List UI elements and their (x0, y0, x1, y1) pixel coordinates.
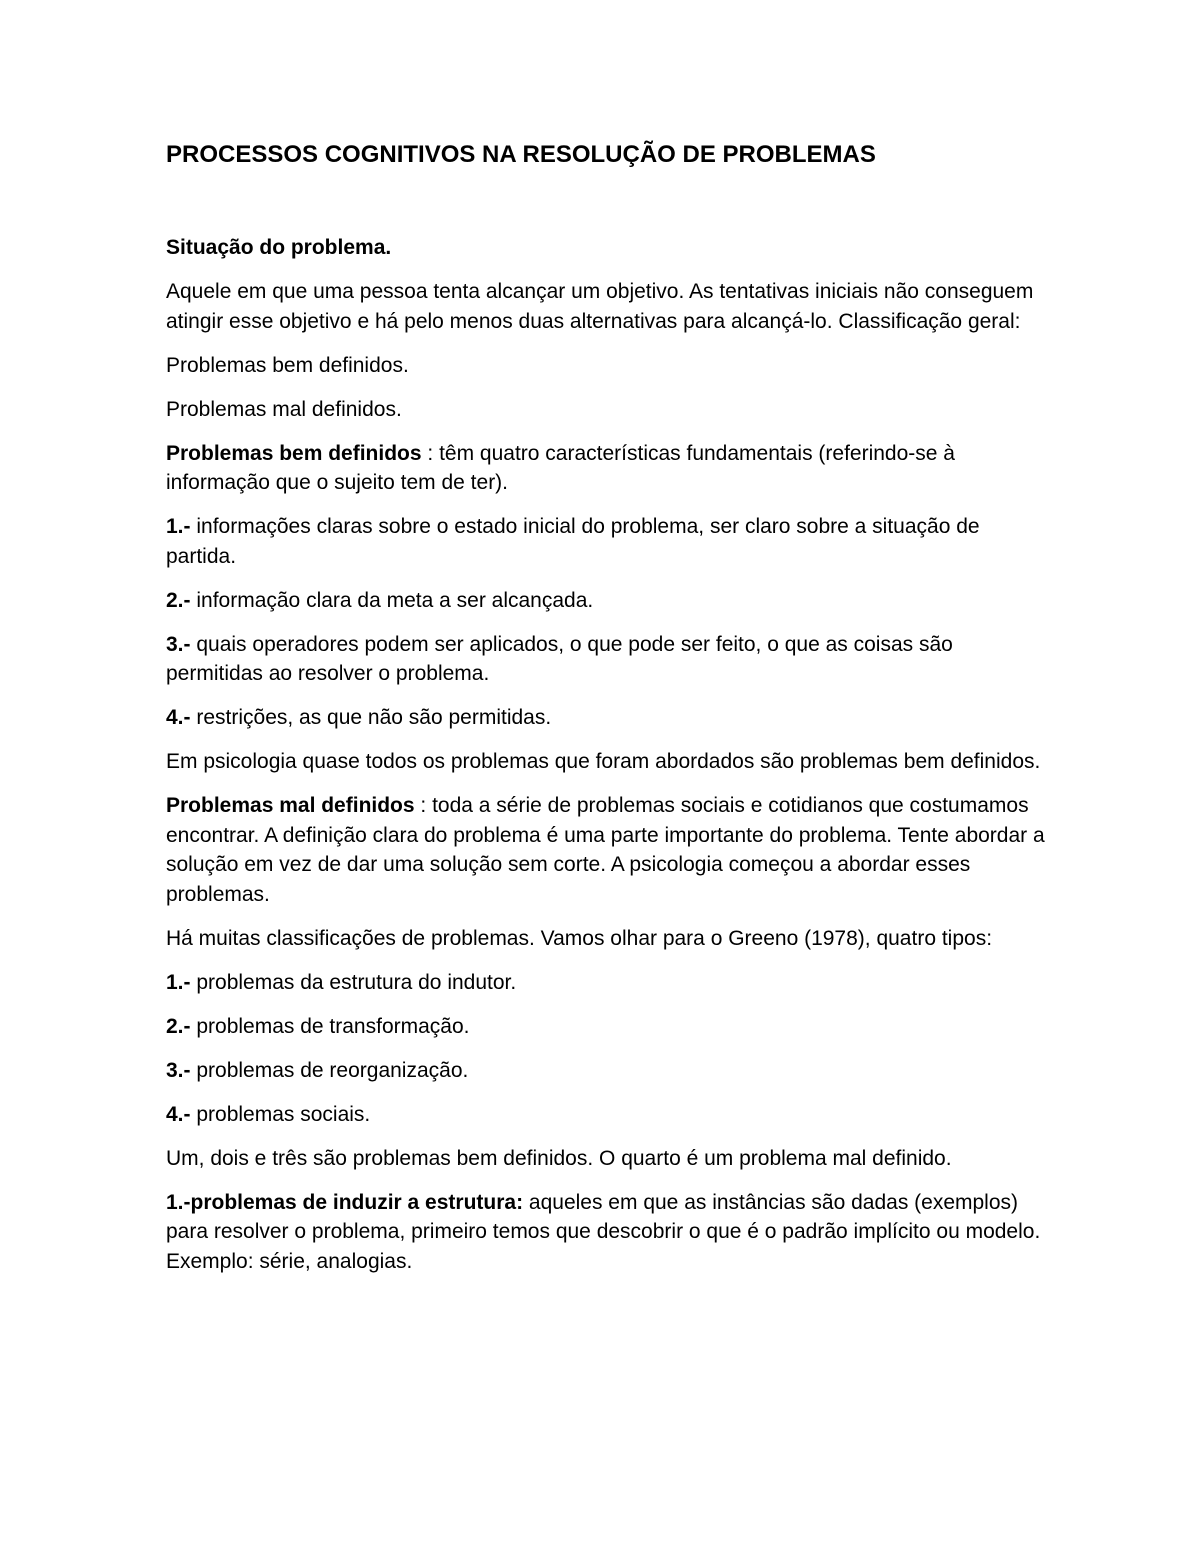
greeno-type-item (166, 1056, 1046, 1086)
item-number: 3.- (166, 1058, 191, 1082)
item-number: 3.- (166, 632, 191, 656)
greeno-type-item (166, 968, 1046, 998)
item-number: 2.- (166, 588, 191, 612)
item-number: 2.- (166, 1014, 191, 1038)
item-text: problemas sociais. (190, 1102, 371, 1126)
item-text: problemas de reorganização. (190, 1058, 469, 1082)
item-text: informação clara da meta a ser alcançada. (190, 588, 594, 612)
ill-defined-paragraph (166, 791, 1046, 909)
greeno-intro: Há muitas classificações de problemas. Vamos olhar para o Greeno (1978), quatro tipos: (166, 926, 993, 950)
document-title: PROCESSOS COGNITIVOS NA RESOLUÇÃO DE PROBLEMAS (166, 141, 876, 168)
item-text: informações claras sobre o estado inicial do problema, ser claro sobre a situação de partida. (166, 515, 980, 568)
item-text: quais operadores podem ser aplicados, o que pode ser feito, o que as coisas são permitidas ao resolver o problema. (166, 632, 953, 685)
well-defined-item (166, 703, 1046, 733)
greeno-type-item (166, 1100, 1046, 1130)
summary-paragraph: Um, dois e três são problemas bem definidos. O quarto é um problema mal definido. (166, 1146, 952, 1170)
induce-structure-term: 1.-problemas de induzir a estrutura: (166, 1190, 524, 1214)
item-text: problemas de transformação. (190, 1014, 470, 1038)
ill-defined-term: Problemas mal definidos (166, 794, 415, 817)
psychology-note: Em psicologia quase todos os problemas que foram abordados são problemas bem definidos. (166, 750, 1041, 773)
greeno-type-item (166, 1012, 1046, 1042)
situation-heading-text: Situação do problema. (166, 236, 392, 259)
intro-paragraph: Aquele em que uma pessoa tenta alcançar um objetivo. As tentativas iniciais não conseguem atingir esse objetivo e há pelo menos duas alternativas para alcançá-lo. Classificação geral: (166, 280, 1034, 333)
document-body (166, 233, 1046, 1276)
classification-ill-defined: Problemas mal definidos. (166, 397, 402, 421)
situation-heading (166, 233, 1046, 263)
item-text: problemas da estrutura do indutor. (190, 970, 517, 994)
well-defined-item (166, 586, 1046, 616)
well-defined-item (166, 512, 1046, 571)
well-defined-item (166, 630, 1046, 689)
well-defined-paragraph (166, 439, 1046, 498)
classification-well-defined: Problemas bem definidos. (166, 353, 409, 377)
well-defined-term: Problemas bem definidos (166, 441, 422, 465)
induce-structure-paragraph (166, 1188, 1046, 1277)
document-page (166, 140, 1046, 1291)
item-number: 1.- (166, 970, 191, 994)
item-number: 1.- (166, 515, 191, 538)
induce-structure-text: aqueles em que as instâncias são dadas (exemplos) para resolver o problema, primeiro temos que descobrir o que é o padrão implícito ou modelo. Exemplo: série, analogias. (166, 1190, 1041, 1273)
ill-defined-text: : toda a série de problemas sociais e cotidianos que costumamos encontrar. A definição clara do problema é uma parte importante do problema. Tente abordar a solução em vez de dar uma solução sem corte. A psicologia começou a abordar esses problemas. (166, 794, 1045, 906)
item-text: restrições, as que não são permitidas. (190, 706, 552, 729)
item-number: 4.- (166, 706, 191, 729)
well-defined-text: : têm quatro características fundamentais (referindo-se à informação que o sujeito tem de ter). (166, 441, 955, 494)
item-number: 4.- (166, 1102, 191, 1126)
